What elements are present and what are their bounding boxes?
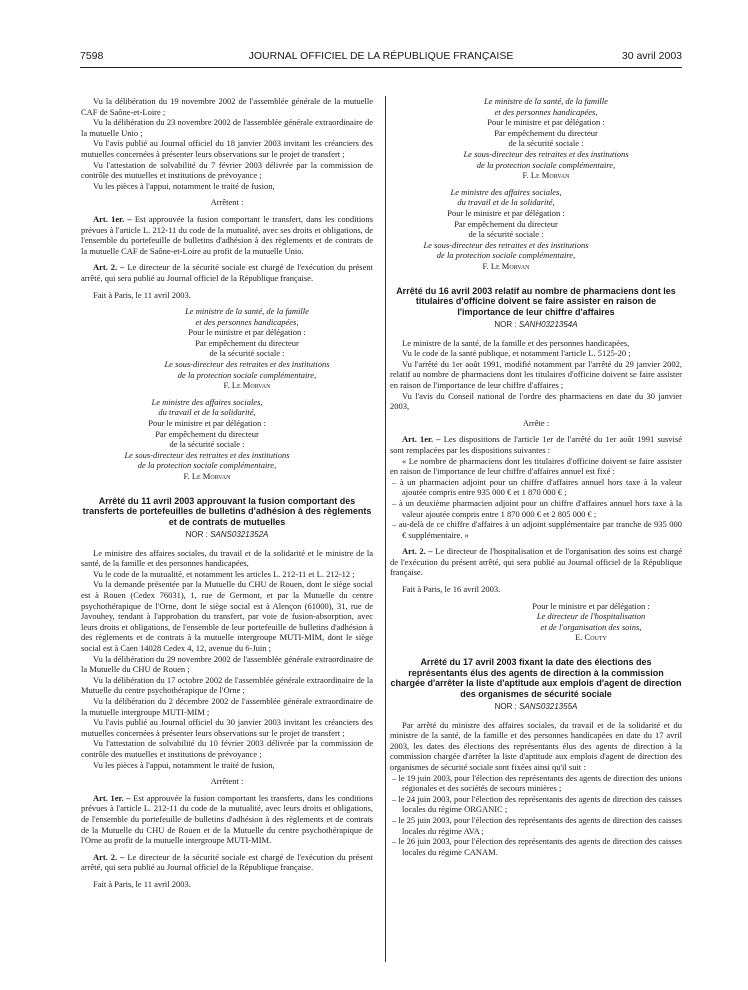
article-label: Art. 2. – [402, 546, 433, 557]
arrete-heading: Arrêtent : [210, 776, 244, 787]
article-2: Art. 2. – Le directeur de l'hospitalisation et de l'organisation des soins est chargé de l'exécution du présent arrêté, qui sera publié au Journal officiel de la République française. [390, 546, 683, 578]
signature-block: Le ministre des affaires sociales, du travail et de la solidarité, Pour le ministre et par délégation : Par empêchement du directeur de la sécurité sociale : Le sous-directeur des retraites et des institutions de la protection sociale complémentaire, F. Le Morvan [390, 187, 682, 272]
signatory-name: F. Le Morvan [183, 471, 231, 481]
journal-title: JOURNAL OFFICIEL DE LA RÉPUBLIQUE FRANÇAISE [248, 50, 514, 62]
list-item: – le 26 juin 2003, pour l'élection des représentants des agents de direction des caisses locales du régime CANAM. [392, 836, 682, 857]
article-label: Art. 1er. – [93, 213, 132, 224]
article-1: Art. 1er. – Est approuvée la fusion comportant les transferts, dans les conditions prévues à l'article L. 212-11 du code de la mutualité, avec leurs droits et obligations, de l'ensemble du portefeuille de bulletins d'adhésion à des règlements et de contrats de la Mutuelle du CHU de Rouen et de la Mutuelle du centre psychothérapique de l'Orne au profit de la mutuelle intergroupe MUTI-MIM. [81, 792, 373, 846]
quoted-text: « Le nombre de pharmaciens dont les titulaires d'officine doivent se faire assister en raison de l'importance de leur chiffre d'affaires annuel est fixé : [390, 455, 682, 477]
signature-date: Fait à Paris, le 16 avril 2003. [402, 584, 501, 595]
article-label: Art. 1er. – [402, 434, 441, 445]
signatory-name: F. Le Morvan [223, 380, 271, 391]
visa-paragraph: Vu l'arrêté du 1er août 1991, modifié notamment par l'arrêté du 29 janvier 2002, relatif au nombre de pharmaciens dont les titulaires d'officine doivent se faire assister en raison de l'importance de leur chiffre d'affaires ; [390, 358, 682, 390]
nor-reference: NOR : SANS0321355A [494, 702, 578, 712]
list-item: – au-delà de ce chiffre d'affaires à un adjoint supplémentaire par tranche de 935 000 € supplémentaire. » [392, 519, 682, 540]
nor-reference: NOR : SANH0321354A [494, 320, 578, 329]
visa-paragraph: Vu le code de la santé publique, et notamment l'article L. 5125-20 ; [402, 348, 631, 359]
nor-reference: NOR : SANS0321352A [185, 530, 269, 540]
preamble-paragraph: Le ministre des affaires sociales, du travail et de la solidarité et le ministre de la santé, de la famille et des personnes handicapées, [81, 547, 373, 569]
body-paragraph: Par arrêté du ministre des affaires sociales, du travail et de la solidarité et du ministre de la santé, de la famille et des personnes handicapées en date du 17 avril 2003, les dates des élections des représentants élus des agents de direction à la commission chargée d'arrêter la liste d'aptitude aux emplois d'agent de direction des organismes de sécurité sociale sont fixées ainsi qu'il suit : [390, 719, 682, 772]
page-number: 7598 [80, 50, 104, 62]
page-header [80, 50, 682, 66]
article-2: Art. 2. – Le directeur de la sécurité sociale est chargé de l'exécution du présent arrêté, qui sera publié au Journal officiel de la République française. [81, 262, 374, 283]
signature-block: Pour le ministre et par délégation : Le directeur de l'hospitalisation et de l'organisation des soins, E. Couty [390, 601, 682, 643]
article-1: Art. 1er. – Est approuvée la fusion comportant le transfert, dans les conditions prévues à l'article L. 212-11 du code de la mutualité, avec ses droits et obligations, de l'ensemble du portefeuille de bulletins d'adhésion à des règlements et de contrats de la mutuelle CAF de Saône-et-Loire au profit de la mutuelle Unio. [81, 213, 373, 256]
article-1: Art. 1er. – Les dispositions de l'article 1er de l'arrêté du 1er août 1991 susvisé sont remplacées par les dispositions suivantes : [390, 434, 683, 455]
decree-title: Arrêté du 17 avril 2003 fixant la date des élections des représentants élus des agents de direction à la commission chargée d'arrêter la liste d'aptitude aux emplois d'agent de direction des organismes de sécurité sociale [390, 657, 682, 699]
list-item: – à un pharmacien adjoint pour un chiffre d'affaires annuel hors taxe à la valeur ajoutée compris entre 935 000 € et 1 870 000 € ; [392, 476, 682, 498]
arrete-heading: Arrêtent : [210, 197, 244, 208]
visa-paragraph: Vu l'avis publié au Journal officiel du 30 janvier 2003 invitant les créanciers des mutuelles concernées à présenter leurs observations sur le projet de transfert ; [81, 717, 373, 738]
visa-paragraph: Vu la délibération du 19 novembre 2002 de l'assemblée générale de la mutuelle CAF de Saône-et-Loire ; [81, 96, 373, 117]
signatory-name: F. Le Morvan [522, 170, 570, 181]
article-2: Art. 2. – Le directeur de la sécurité sociale est chargé de l'exécution du présent arrêté, qui sera publié au Journal officiel de la République française. [81, 851, 374, 873]
header-rule [80, 67, 682, 68]
visa-paragraph: Vu l'attestation de solvabilité du 10 février 2003 délivrée par la commission de contrôle des mutuelles et institutions de prévoyance ; [81, 738, 373, 759]
arrete-heading: Arrête : [522, 417, 550, 428]
visa-paragraph: Vu les pièces à l'appui, notamment le traité de fusion, [93, 180, 275, 191]
decree-title: Arrêté du 11 avril 2003 approuvant la fusion comportant des transferts de portefeuilles de bulletins d'adhésion à des règlements et de contrats de mutuelles [82, 495, 372, 527]
preamble-paragraph: Le ministre de la santé, de la famille et des personnes handicapées, [402, 337, 630, 348]
column-divider [385, 96, 386, 962]
article-label: Art. 2. – [93, 262, 125, 273]
decree-title: Arrêté du 16 avril 2003 relatif au nombre de pharmaciens dont les titulaires d'officine doivent se faire assister en raison de l'importance de leur chiffre d'affaires [396, 285, 676, 317]
left-column [81, 96, 373, 890]
signature-block: Le ministre de la santé, de la famille et des personnes handicapées, Pour le ministre et par délégation : Par empêchement du directeur de la sécurité sociale : Le sous-directeur des retraites et des institutions de la protection sociale complémentaire, F. Le Morvan [390, 96, 682, 181]
article-label: Art. 2. – [93, 851, 125, 862]
visa-paragraph: Vu la délibération du 29 novembre 2002 de l'assemblée générale extraordinaire de la Mutuelle du CHU de Rouen ; [81, 653, 373, 675]
signatory-name: E. Couty [575, 632, 607, 643]
list-item: – le 25 juin 2003, pour l'élection des représentants des agents de direction des caisses locales du régime AVA ; [392, 814, 682, 836]
signature-date: Fait à Paris, le 11 avril 2003. [93, 878, 191, 889]
signatory-name: F. Le Morvan [482, 260, 530, 271]
list-item: – à un deuxième pharmacien adjoint pour un chiffre d'affaires annuel hors taxe à la valeur ajoutée compris entre 1 870 000 € et 2 805 000 € ; [392, 497, 682, 519]
signature-block: Le ministre des affaires sociales, du travail et de la solidarité, Pour le ministre et par délégation : Par empêchement du directeur de la sécurité sociale : Le sous-directeur des retraites et des institutions de la protection sociale complémentaire, F. Le Morvan [81, 397, 373, 482]
visa-paragraph: Vu la délibération du 17 octobre 2002 de l'assemblée générale extraordinaire de la Mutuelle du centre psychothérapique de l'Orne ; [81, 674, 373, 696]
visa-paragraph: Vu l'avis publié au Journal officiel du 18 janvier 2003 invitant les créanciers des mutuelles concernées à présenter leurs observations sur le projet de transfert ; [81, 138, 373, 159]
visa-paragraph: Vu l'avis du Conseil national de l'ordre des pharmaciens en date du 30 janvier 2003, [390, 390, 682, 412]
visa-paragraph: Vu le code de la mutualité, et notamment les articles L. 212-11 et L. 212-12 ; [93, 568, 355, 579]
visa-paragraph: Vu les pièces à l'appui, notamment le traité de fusion, [93, 759, 275, 770]
signature-date: Fait à Paris, le 11 avril 2003. [93, 289, 191, 300]
issue-date: 30 avril 2003 [621, 50, 682, 62]
right-column [390, 96, 682, 857]
list-item: – le 24 juin 2003, pour l'élection des représentants des agents de direction des caisses locales du régime ORGANIC ; [392, 793, 682, 815]
visa-paragraph: Vu la délibération du 23 novembre 2002 de l'assemblée générale extraordinaire de la mutuelle Unio ; [81, 117, 373, 138]
list-item: – le 19 juin 2003, pour l'élection des représentants des agents de direction des unions régionales et des sociétés de secours minières ; [392, 772, 682, 794]
signature-block: Le ministre de la santé, de la famille et des personnes handicapées, Pour le ministre et par délégation : Par empêchement du directeur de la sécurité sociale : Le sous-directeur des retraites et des institutions de la protection sociale complémentaire, F. Le Morvan [81, 306, 373, 391]
article-label: Art. 1er. – [93, 792, 131, 803]
visa-paragraph: Vu la demande présentée par la Mutuelle du CHU de Rouen, dont le siège social est à Rouen (Cedex 76031), 1, rue de Germont, et par la Mutuelle du centre psychothérapique de l'Orne, dont le siège social est à Alençon (61000), 31, rue de Javouhey, tendant à l'approbation du transfert, par voie de fusion-absorption, avec leurs droits et obligations, de l'ensemble de leur portefeuille de bulletins d'adhésion à des règlements et de contrats à la mutuelle intergroupe MUTI-MIM, dont le siège social est à Caen 14028 Cedex 4, 12, avenue du 6-Juin ; [81, 579, 373, 654]
visa-paragraph: Vu l'attestation de solvabilité du 7 février 2003 délivrée par la commission de contrôle des mutuelles et institutions de prévoyance ; [81, 159, 373, 181]
visa-paragraph: Vu la délibération du 2 décembre 2002 de l'assemblée générale extraordinaire de la mutuelle intergroupe MUTI-MIM ; [81, 696, 373, 717]
